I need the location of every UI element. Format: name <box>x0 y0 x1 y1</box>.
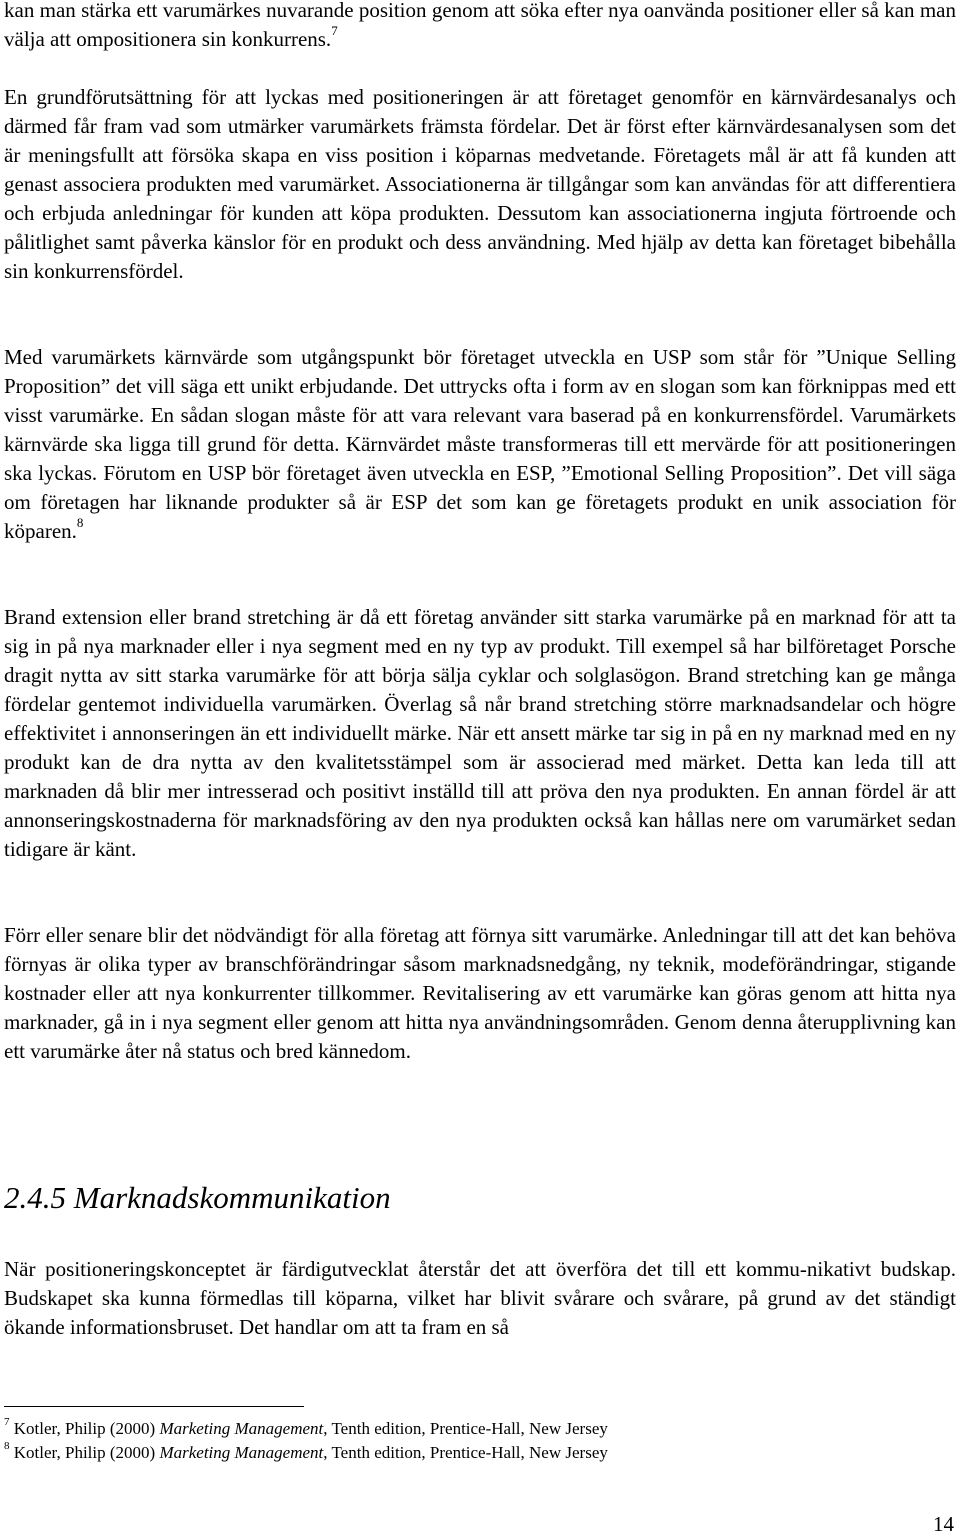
paragraph-4 <box>4 603 956 864</box>
paragraph-text: Brand extension eller brand stretching är då ett företag använder sitt starka varumärke på en marknad för att ta sig in på nya marknader eller i nya segment med en ny typ av produkt. Till exempel så har bilföretaget Porsche dragit nytta av sitt starka varumärke för att börja sälja cyklar och solglasögon. Brand stretching kan ge många fördelar gentemot individuella varumärken. Överlag så når brand stretching större marknadsandelar och högre effektivitet i annonseringen än ett individuellt märke. När ett ansett märke tar sig in på en ny marknad med en ny produkt kan de dra nytta av den kvalitetsstämpel som är associerad med märket. Detta kan leda till att marknaden då blir mer intresserad och positivt inställd till att pröva den nya produkten. En annan fördel är att annonseringskostnaderna för marknadsföring av den nya produkten också kan hållas nere om varumärket sedan tidigare är känt. <box>4 605 956 861</box>
paragraph-text: Förr eller senare blir det nödvändigt för alla företag att förnya sitt varumärke. Anledningar till att det kan behöva förnyas är olika typer av branschförändringar såsom marknadsnedgång, ny teknik, modeförändringar, stigande kostnader eller att nya konkurrenter tillkommer. Revitalisering av ett varumärke kan göras genom att hitta nya marknader, gå in i nya segment eller genom att hitta nya användningsområden. Genom denna återupplivning kan ett varumärke åter nå status och bred kännedom. <box>4 923 956 1063</box>
footnote-title: Marketing Management <box>159 1419 324 1438</box>
footnote-reference: 8 <box>76 515 84 530</box>
footnote-number: 8 <box>4 1440 10 1453</box>
page-number: 14 <box>933 1512 954 1536</box>
footnote-author: Kotler, Philip (2000) <box>13 1443 160 1462</box>
footnote-8 <box>4 1442 608 1464</box>
footnote-title: Marketing Management <box>159 1443 324 1462</box>
paragraph-2 <box>4 83 956 286</box>
section-heading: 2.4.5 Marknadskommunikation <box>4 1180 391 1215</box>
footnote-publisher: , Tenth edition, Prentice-Hall, New Jersey <box>323 1419 608 1438</box>
paragraph-text: kan man stärka ett varumärkes nuvarande position genom att söka efter nya oanvända positioner eller så kan man välja att ompositionera sin konkurrens. <box>4 0 956 51</box>
footnote-publisher: , Tenth edition, Prentice-Hall, New Jersey <box>323 1443 608 1462</box>
paragraph-1 <box>4 0 956 54</box>
footnote-separator <box>4 1406 304 1407</box>
footnote-author: Kotler, Philip (2000) <box>13 1419 160 1438</box>
footnote-number: 7 <box>4 1416 10 1429</box>
paragraph-text: Med varumärkets kärnvärde som utgångspunkt bör företaget utveckla en USP som står för ”Unique Selling Proposition” det vill säga ett unikt erbjudande. Det uttrycks ofta i form av en slogan som kan förknippas med ett visst varumärke. En sådan slogan måste för att vara relevant vara baserad på en konkurrensfördel. Varumärkets kärnvärde ska ligga till grund för detta. Kärnvärdet måste transformeras till ett mervärde för att positioneringen ska lyckas. Förutom en USP bör företaget även utveckla en ESP, ”Emotional Selling Proposition”. Det vill säga om företagen har liknande produkter så är ESP det som kan ge företagets produkt en unik association för köparen. <box>4 345 956 543</box>
paragraph-5 <box>4 921 956 1066</box>
footnote-reference: 7 <box>331 23 338 38</box>
footnote-7 <box>4 1418 608 1440</box>
paragraph-text: När positioneringskonceptet är färdigutvecklat återstår det att överföra det till ett kommu-nikativt budskap. Budskapet ska kunna förmedlas till köparna, vilket har blivit svårare och svårare, på grund av det ständigt ökande informationsbruset. Det handlar om att ta fram en så <box>4 1257 956 1339</box>
paragraph-3 <box>4 343 956 546</box>
paragraph-6 <box>4 1255 956 1342</box>
paragraph-text: En grundförutsättning för att lyckas med positioneringen är att företaget genomför en kärnvärdesanalys och därmed får fram vad som utmärker varumärkets främsta fördelar. Det är först efter kärnvärdesanalysen som det är meningsfullt att försöka skapa en viss position i köparnas medvetande. Företagets mål är att få kunden att genast associera produkten med varumärket. Associationerna är tillgångar som kan användas för att differentiera och erbjuda anledningar för kunden att köpa produkten. Dessutom kan associationerna ingjuta förtroende och pålitlighet samt påverka känslor för en produkt och dess användning. Med hjälp av detta kan företaget bibehålla sin konkurrensfördel. <box>4 85 956 283</box>
